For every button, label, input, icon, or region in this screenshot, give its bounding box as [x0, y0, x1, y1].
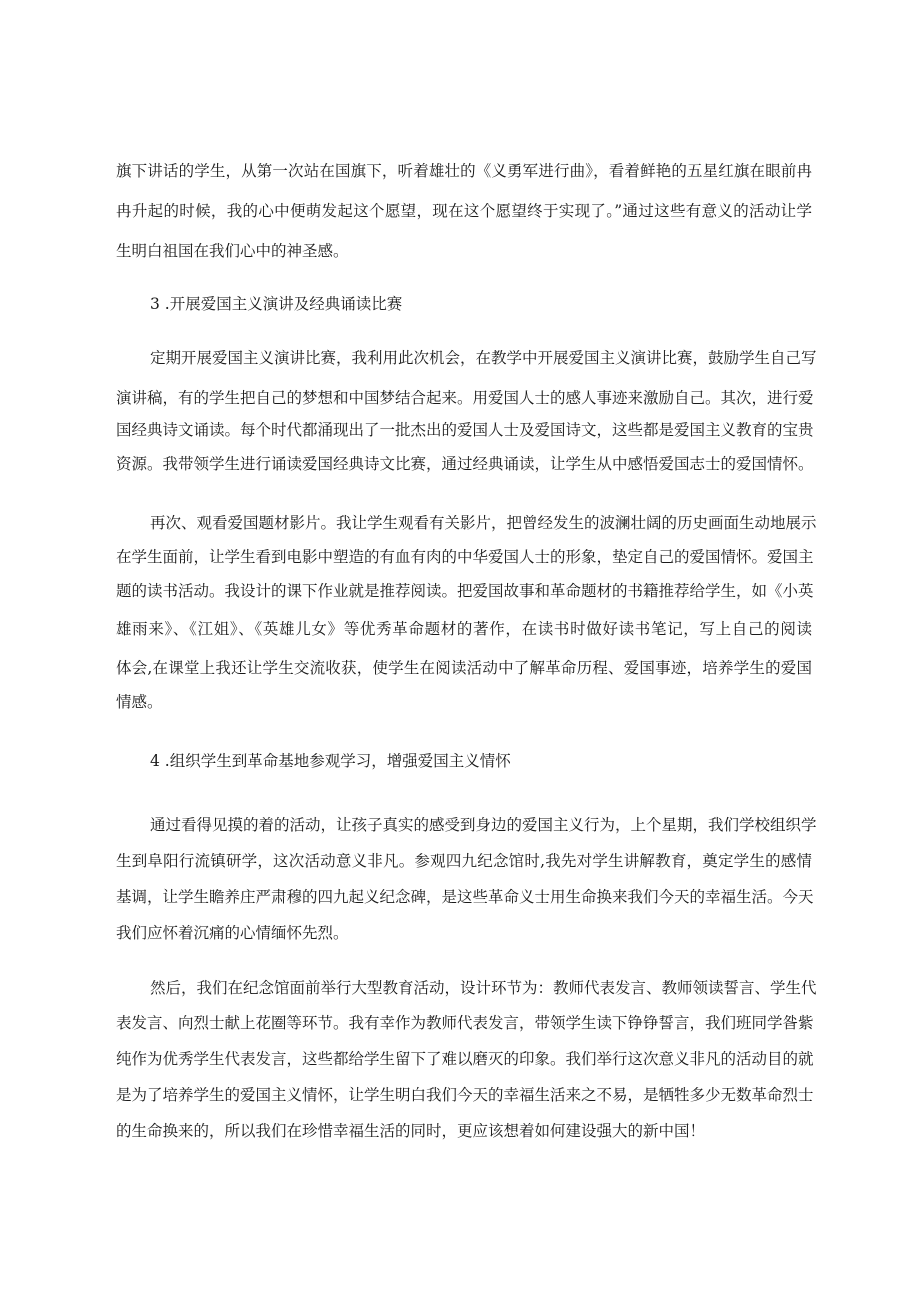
paragraph-line: 旗下讲话的学生，从第一次站在国旗下，听着雄壮的《义勇军进行曲》，看着鲜艳的五星红旗在眼前冉 [116, 162, 812, 180]
paragraph-line: 定期开展爱国主义演讲比赛，我利用此次机会，在教学中开展爱国主义演讲比赛，鼓励学生自己写 [150, 349, 817, 367]
paragraph-line: 生明白祖国在我们心中的神圣感。 [116, 242, 349, 260]
paragraph-line: 再次、观看爱国题材影片。我让学生观看有关影片，把曾经发生的波澜壮阔的历史画面生动地展示 [150, 514, 817, 532]
paragraph-line: 基调，让学生瞻养庄严肃穆的四九起义纪念碑，是这些革命义士用生命换来我们今天的幸福生活。今天 [116, 888, 814, 906]
paragraph-line: 演讲稿，有的学生把自己的梦想和中国梦结合起来。用爱国人士的感人事迹来激励自己。其次，进行爱 [116, 389, 814, 407]
paragraph-line: 然后，我们在纪念馆面前举行大型教育活动，设计环节为：教师代表发言、教师领读誓言、学生代 [150, 979, 817, 997]
paragraph-line: 资源。我带领学生进行诵读爱国经典诗文比赛，通过经典诵读，让学生从中感悟爱国志士的爱国情怀。 [116, 455, 814, 473]
paragraph-line: 表发言、向烈士献上花圈等环节。我有幸作为教师代表发言，带领学生读下铮铮誓言，我们班同学昝紫 [116, 1014, 814, 1032]
paragraph-line: 体会,在课堂上我还让学生交流收获，使学生在阅读活动中了解革命历程、爱国事迹，培养学生的爱国 [116, 659, 812, 677]
paragraph-line: 是为了培养学生的爱国主义情怀，让学生明白我们今天的幸福生活来之不易，是牺牲多少无数革命烈士 [116, 1086, 814, 1104]
paragraph-line: 题的读书活动。我设计的课下作业就是推荐阅读。把爱国故事和革命题材的书籍推荐给学生，如《小英 [116, 582, 814, 600]
section-heading: 4 .组织学生到革命基地参观学习，增强爱国主义情怀 [150, 752, 511, 770]
paragraph-line: 通过看得见摸的着的活动，让孩子真实的感受到身边的爱国主义行为，上个星期，我们学校组织学 [150, 816, 817, 834]
paragraph-line: 情感。 [116, 693, 163, 711]
section-heading: 3 .开展爱国主义演讲及经典诵读比赛 [150, 295, 403, 313]
paragraph-line: 雄雨来》、《江姐》、《英雄儿女》等优秀革命题材的著作，在读书时做好读书笔记，写上自己的阅读 [116, 620, 812, 638]
paragraph-line: 我们应怀着沉痛的心情缅怀先烈。 [116, 924, 349, 942]
paragraph-line: 生到阜阳行流镇研学，这次活动意义非凡。参观四九纪念馆时,我先对学生讲解教育，奠定学生的感情 [116, 852, 812, 870]
paragraph-line: 在学生面前，让学生看到电影中塑造的有血有肉的中华爱国人士的形象，垫定自己的爱国情怀。爱国主 [116, 548, 814, 566]
paragraph-line: 的生命换来的，所以我们在珍惜幸福生活的同时，更应该想着如何建设强大的新中国！ [116, 1122, 706, 1140]
paragraph-line: 冉升起的时候，我的心中便萌发起这个愿望，现在这个愿望终于实现了。”通过这些有意义的活动让学 [116, 202, 812, 220]
paragraph-line: 国经典诗文诵读。每个时代都涌现出了一批杰出的爱国人士及爱国诗文，这些都是爱国主义教育的宝贵 [116, 421, 814, 439]
paragraph-line: 纯作为优秀学生代表发言，这些都给学生留下了难以磨灭的印象。我们举行这次意义非凡的活动目的就 [116, 1050, 814, 1068]
